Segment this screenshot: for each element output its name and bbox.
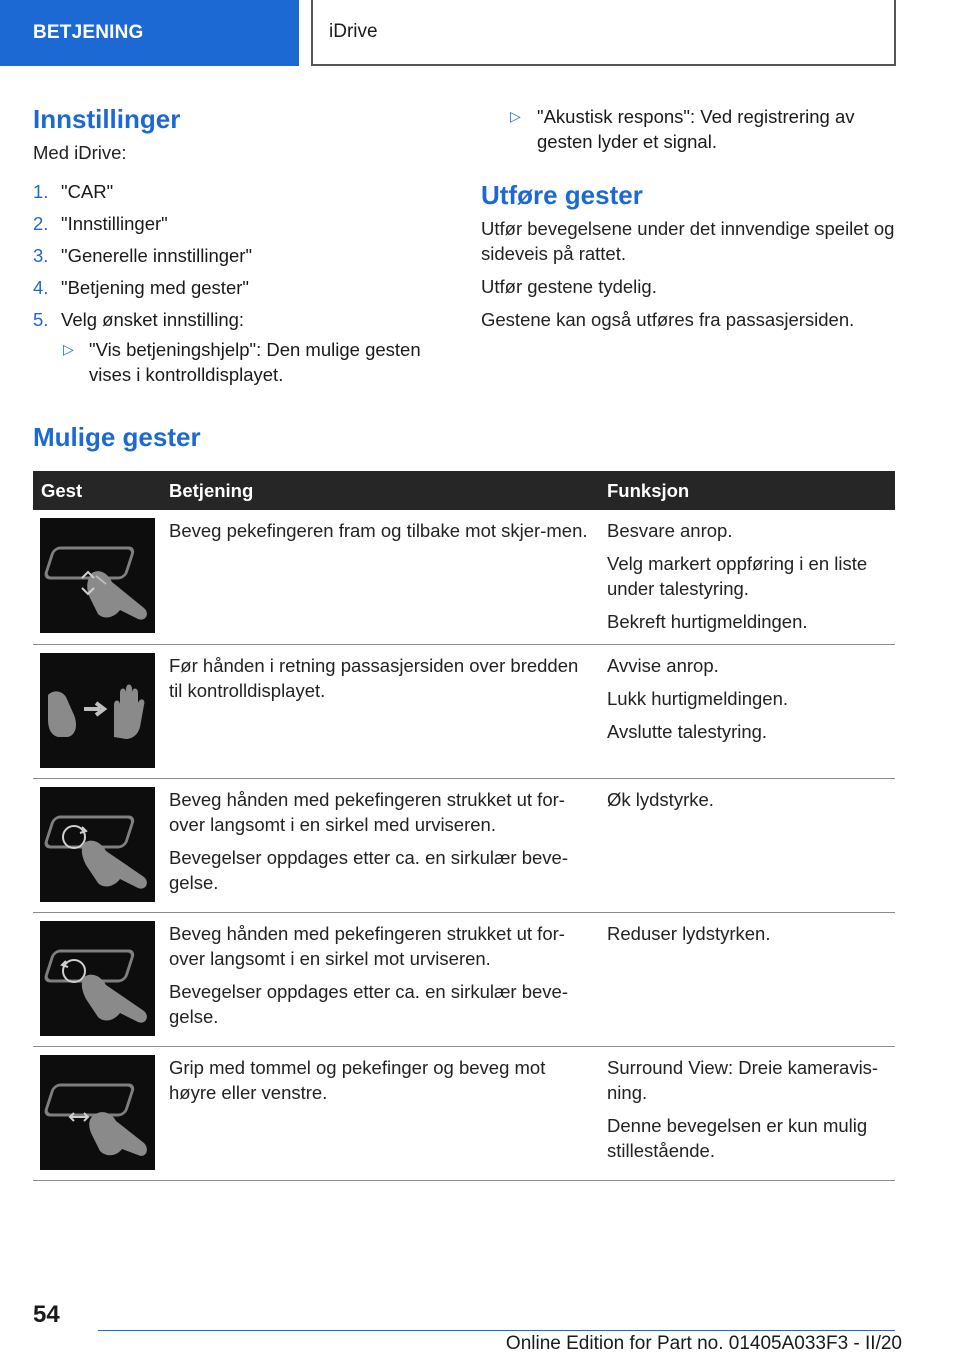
step-item: 4. "Betjening med gester" (33, 277, 249, 298)
step-item: 5. Velg ønsket innstilling: (33, 309, 245, 330)
function-text: Denne bevegelsen er kun mulig stillestående. (607, 1115, 868, 1161)
function-text: Reduser lydstyrken. (607, 923, 771, 944)
table-row (33, 913, 895, 1047)
step-item: 2. "Innstillinger" (33, 213, 168, 234)
perform-paragraph: Utfør bevegelsene under det innvendige speilet og sideveis på rattet. (481, 218, 895, 264)
operation-text: Før hånden i retning passasjersiden over bredden til kontrolldisplayet. (169, 655, 579, 701)
function-text: Avslutte talestyring. (607, 721, 768, 742)
triangle-bullet-icon: ▷ (510, 108, 521, 124)
chapter-tab: iDrive (311, 0, 896, 66)
sub-item: ▷ "Vis betjeningshjelp": Den mulige gesten vises i kontrolldisplayet. (63, 339, 421, 385)
gestures-table (33, 471, 895, 1181)
perform-paragraph: Gestene kan også utføres fra passasjersiden. (481, 309, 855, 330)
gestures-heading: Mulige gester (33, 422, 201, 452)
function-text: Surround View: Dreie kameravis-ning. (607, 1057, 879, 1103)
table-row (33, 645, 895, 779)
table-header-row (33, 471, 895, 510)
operation-text: Bevegelser oppdages etter ca. en sirkulær beve-gelse. (169, 981, 568, 1027)
right-column (481, 104, 901, 332)
function-text: Lukk hurtigmeldingen. (607, 688, 788, 709)
triangle-bullet-icon: ▷ (63, 341, 74, 357)
edition-footer: Online Edition for Part no. 01405A033F3 - II/20 (505, 1333, 902, 1354)
function-text: Bekreft hurtigmeldingen. (607, 611, 808, 632)
function-text: Øk lydstyrke. (607, 789, 714, 810)
step-item: 3. "Generelle innstillinger" (33, 245, 253, 266)
settings-intro: Med iDrive: (33, 142, 127, 163)
perform-heading: Utføre gester (481, 180, 643, 210)
operation-text: Grip med tommel og pekefinger og beveg mot høyre eller venstre. (169, 1057, 546, 1103)
footer-divider (98, 1330, 895, 1331)
function-text: Velg markert oppføring i en liste under talestyring. (607, 553, 868, 599)
settings-heading: Innstillinger (33, 104, 181, 134)
circle-counterclockwise-gesture-icon (40, 921, 155, 1036)
operation-text: Beveg hånden med pekefingeren strukket ut for-over langsomt i en sirkel med urviseren. (169, 789, 565, 835)
page-number: 54 (33, 1301, 60, 1328)
table-row (33, 779, 895, 913)
circle-clockwise-gesture-icon (40, 787, 155, 902)
column-header-function: Funksjon (599, 471, 895, 510)
section-tab: BETJENING (0, 0, 299, 66)
swipe-hand-gesture-icon (40, 653, 155, 768)
pinch-move-gesture-icon (40, 1055, 155, 1170)
settings-section (33, 104, 443, 387)
sub-item: ▷ "Akustisk respons": Ved registrering av gesten lyder et signal. (510, 106, 855, 152)
tap-gesture-icon (40, 518, 155, 633)
operation-text: Beveg hånden med pekefingeren strukket ut for-over langsomt i en sirkel mot urviseren. (169, 923, 565, 969)
column-header-operation: Betjening (161, 471, 599, 510)
table-row (33, 1047, 895, 1181)
function-text: Besvare anrop. (607, 520, 733, 541)
operation-text: Bevegelser oppdages etter ca. en sirkulær beve-gelse. (169, 847, 568, 893)
table-row (33, 510, 895, 645)
perform-paragraph: Utfør gestene tydelig. (481, 276, 657, 297)
step-item: 1. "CAR" (33, 181, 114, 202)
settings-steps (33, 179, 443, 332)
function-text: Avvise anrop. (607, 655, 719, 676)
operation-text: Beveg pekefingeren fram og tilbake mot skjer-men. (169, 520, 588, 541)
column-header-gesture: Gest (33, 471, 161, 510)
